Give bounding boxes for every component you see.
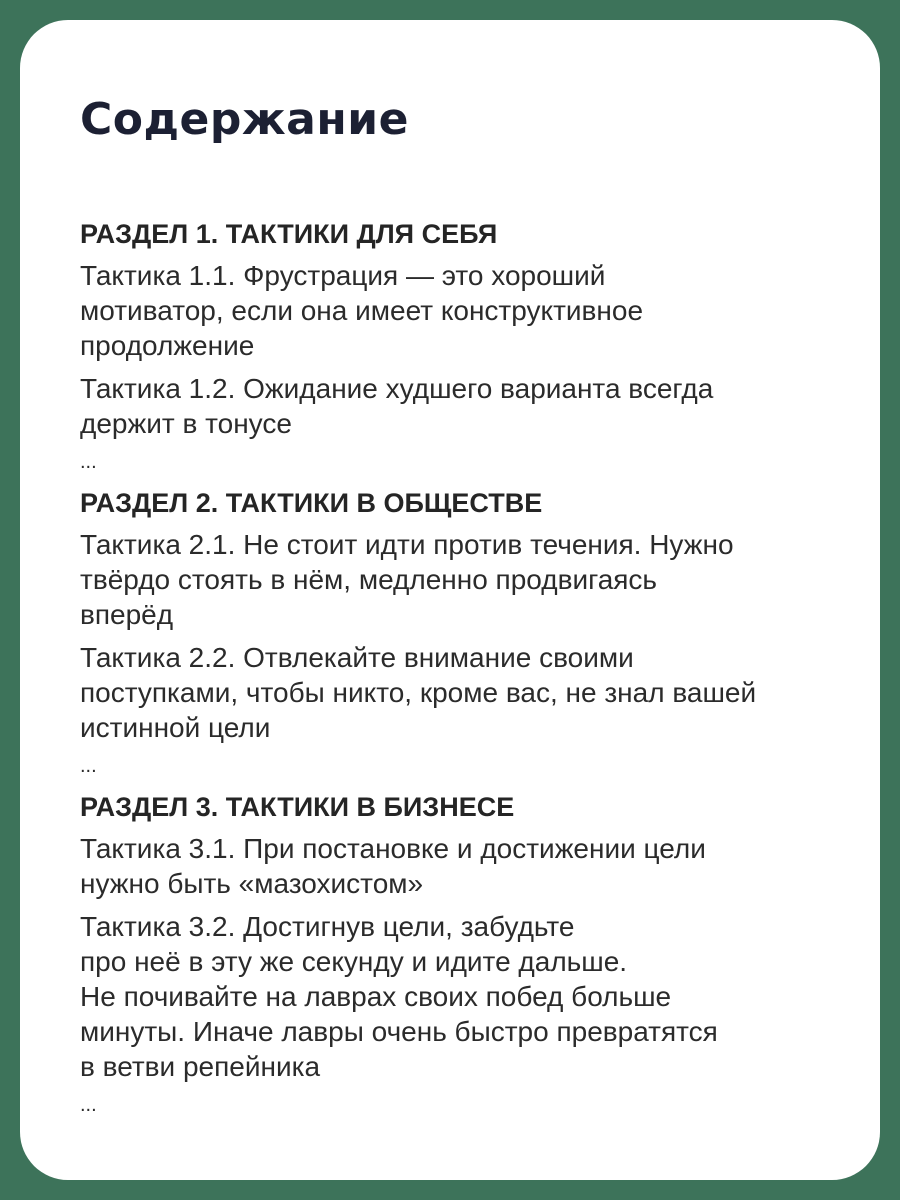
tactic-line: вперёд bbox=[80, 599, 174, 630]
tactic-3-1 bbox=[80, 831, 840, 901]
tactic-1-1 bbox=[80, 258, 840, 363]
section-2 bbox=[80, 485, 840, 779]
section-heading: РАЗДЕЛ 3. ТАКТИКИ В БИЗНЕСЕ bbox=[80, 792, 515, 822]
tactic-line: продолжение bbox=[80, 330, 255, 361]
tactic-line: Тактика 3.2. Достигнув цели, забудьте bbox=[80, 911, 575, 942]
tactic-2-2 bbox=[80, 640, 840, 745]
table-of-contents bbox=[80, 216, 840, 1128]
section-heading: РАЗДЕЛ 2. ТАКТИКИ В ОБЩЕСТВЕ bbox=[80, 488, 543, 518]
tactic-1-2 bbox=[80, 371, 840, 441]
tactic-line: поступками, чтобы никто, кроме вас, не знал вашей bbox=[80, 677, 757, 708]
tactic-2-1 bbox=[80, 527, 840, 632]
tactic-line: Тактика 1.1. Фрустрация — это хороший bbox=[80, 260, 606, 291]
ellipsis: ... bbox=[80, 755, 97, 777]
tactic-line: Тактика 1.2. Ожидание худшего варианта всегда bbox=[80, 373, 714, 404]
section-3 bbox=[80, 789, 840, 1118]
tactic-line: Тактика 2.2. Отвлекайте внимание своими bbox=[80, 642, 634, 673]
tactic-3-2 bbox=[80, 909, 840, 1084]
section-heading: РАЗДЕЛ 1. ТАКТИКИ ДЛЯ СЕБЯ bbox=[80, 219, 498, 249]
tactic-line: про неё в эту же секунду и идите дальше. bbox=[80, 946, 628, 977]
tactic-line: истинной цели bbox=[80, 712, 271, 743]
tactic-line: Тактика 2.1. Не стоит идти против течения. Нужно bbox=[80, 529, 734, 560]
tactic-line: Не почивайте на лаврах своих побед больше bbox=[80, 981, 672, 1012]
tactic-line: минуты. Иначе лавры очень быстро превратятся bbox=[80, 1016, 718, 1047]
tactic-line: нужно быть «мазохистом» bbox=[80, 868, 424, 899]
content-card bbox=[20, 20, 880, 1180]
tactic-line: держит в тонусе bbox=[80, 408, 292, 439]
tactic-line: Тактика 3.1. При постановке и достижении цели bbox=[80, 833, 706, 864]
ellipsis: ... bbox=[80, 1094, 97, 1116]
page-title: Содержание bbox=[80, 94, 409, 145]
ellipsis: ... bbox=[80, 451, 97, 473]
tactic-line: мотиватор, если она имеет конструктивное bbox=[80, 295, 644, 326]
section-1 bbox=[80, 216, 840, 475]
tactic-line: в ветви репейника bbox=[80, 1051, 321, 1082]
tactic-line: твёрдо стоять в нём, медленно продвигаясь bbox=[80, 564, 658, 595]
